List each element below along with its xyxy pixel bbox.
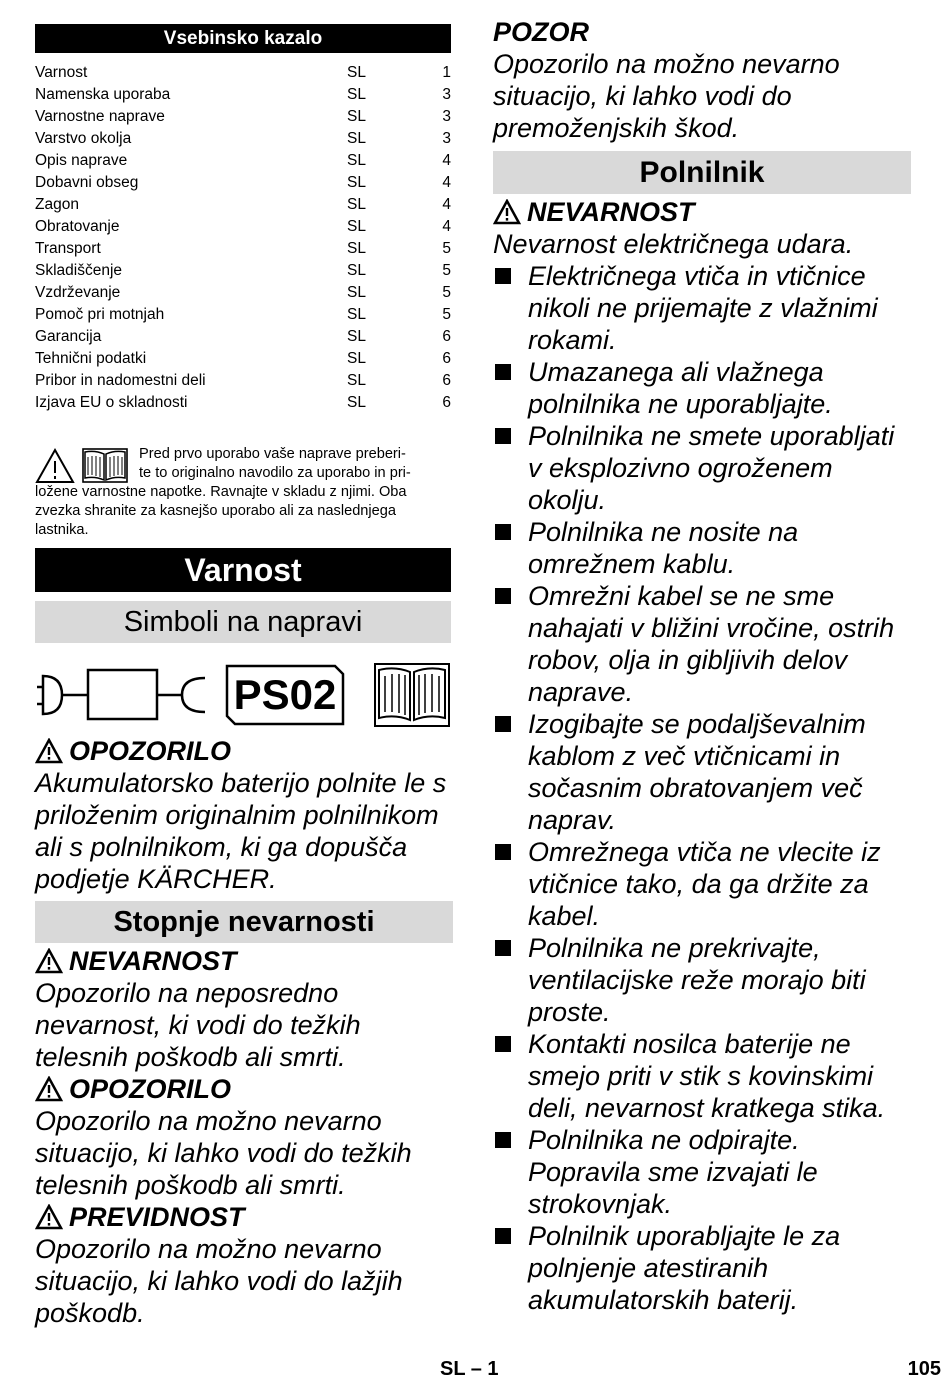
list-item [493, 516, 911, 580]
toc-entry-page: 3 [442, 86, 451, 103]
list-item [493, 932, 911, 1028]
warning-block-battery [35, 735, 453, 895]
bullet-square-icon [495, 716, 511, 732]
list-item [493, 420, 911, 516]
list-item-text: Polnilnik uporabljajte le za polnjenje atestiranih akumulatorskih baterij. [528, 1221, 841, 1315]
bullet-square-icon [495, 364, 511, 380]
toc-row [35, 348, 451, 370]
toc-row [35, 128, 451, 150]
bullet-square-icon [495, 1132, 511, 1148]
warning-triangle-icon [35, 1076, 63, 1102]
toc-entry-page: 6 [442, 372, 451, 389]
toc-entry-title: Pomoč pri motnjah [35, 306, 165, 323]
preface-text: ložene varnostne napotke. Ravnajte v skladu z njimi. Oba zvezka shranite za kasnejšo uporabo ali za naslednjega lastnika. [35, 484, 407, 538]
toc-entry-lang: SL [347, 86, 366, 103]
toc-entry-title: Opis naprave [35, 152, 128, 169]
ps02-badge [225, 664, 345, 726]
bullet-square-icon [495, 524, 511, 540]
bullet-square-icon [495, 940, 511, 956]
warning-heading: OPOZORILO [35, 1073, 453, 1105]
toc-entry-page: 5 [442, 284, 451, 301]
toc-entry-page: 1 [442, 64, 451, 81]
read-manual-icon [35, 447, 129, 485]
bullet-square-icon [495, 1036, 511, 1052]
toc-entry-page: 4 [442, 196, 451, 213]
list-item-text: Polnilnika ne prekrivajte, ventilacijske reže morajo biti proste. [528, 933, 866, 1027]
list-item-text: Umazanega ali vlažnega polnilnika ne uporabljajte. [528, 357, 833, 419]
toc-entry-page: 4 [442, 174, 451, 191]
list-item [493, 580, 911, 708]
toc-entry-title: Skladiščenje [35, 262, 123, 279]
toc-entry-lang: SL [347, 152, 366, 169]
toc-row [35, 304, 451, 326]
warning-triangle-icon [35, 1204, 63, 1230]
toc-entry-title: Vzdrževanje [35, 284, 121, 301]
toc-entry-title: Varnostne naprave [35, 108, 165, 125]
toc-entry-lang: SL [347, 240, 366, 257]
toc-entry-page: 5 [442, 240, 451, 257]
toc-row [35, 370, 451, 392]
charger-danger-text: Nevarnost električnega udara. [493, 229, 854, 259]
bullet-square-icon [495, 588, 511, 604]
warning-triangle-icon [35, 738, 63, 764]
bullet-square-icon [495, 268, 511, 284]
warning-triangle-icon [35, 948, 63, 974]
toc-entry-page: 5 [442, 306, 451, 323]
charger-danger-block [493, 196, 911, 1316]
toc-entry-title: Transport [35, 240, 101, 257]
heading-varnost: Varnost [35, 548, 451, 592]
toc-row [35, 172, 451, 194]
toc-row [35, 84, 451, 106]
toc-entry-lang: SL [347, 218, 366, 235]
toc-entry-page: 6 [442, 394, 451, 411]
manual-book-icon [373, 662, 451, 728]
danger-heading: NEVARNOST [493, 196, 911, 228]
toc-row [35, 150, 451, 172]
toc-entry-page: 4 [442, 152, 451, 169]
heading-danger-levels: Stopnje nevarnosti [35, 901, 453, 943]
toc-entry-lang: SL [347, 372, 366, 389]
bullet-square-icon [495, 844, 511, 860]
toc-entry-lang: SL [347, 174, 366, 191]
toc-entry-lang: SL [347, 64, 366, 81]
list-item [493, 1028, 911, 1124]
footer-section: SL – 1 [440, 1358, 499, 1380]
toc-row [35, 392, 451, 414]
warning-level-text: Opozorilo na možno nevarno situacijo, ki lahko vodi do težkih telesnih poškodb ali smrti. [35, 1106, 412, 1200]
list-item [493, 1220, 911, 1316]
toc-row [35, 260, 451, 282]
toc-entry-page: 3 [442, 108, 451, 125]
toc-entry-lang: SL [347, 130, 366, 147]
device-symbols [35, 660, 453, 730]
toc-row [35, 194, 451, 216]
toc-entry-lang: SL [347, 108, 366, 125]
toc-entry-title: Garancija [35, 328, 102, 345]
list-item-text: Omrežnega vtiča ne vlecite iz vtičnice tako, da ga držite za kabel. [528, 837, 881, 931]
list-item-text: Omrežni kabel se ne sme nahajati v bližini vročine, ostrih robov, olja in gibljivih delov naprave. [528, 581, 895, 707]
toc-row [35, 326, 451, 348]
toc-entry-title: Izjava EU o skladnosti [35, 394, 188, 411]
list-item [493, 260, 911, 356]
toc-entry-page: 6 [442, 328, 451, 345]
toc-entry-lang: SL [347, 306, 366, 323]
heading-charger: Polnilnik [493, 151, 911, 194]
toc-entry-title: Zagon [35, 196, 79, 213]
toc-row [35, 238, 451, 260]
toc-entry-page: 3 [442, 130, 451, 147]
warning-text: Akumulatorsko baterijo polnite le s priloženim originalnim polnilnikom ali s polnilnikom, ki ga dopušča podjetje KÄRCHER. [35, 768, 447, 894]
list-item-text: Polnilnika ne odpirajte. Popravila sme izvajati le strokovnjak. [528, 1125, 818, 1219]
notice-heading: POZOR [493, 17, 590, 47]
toc-entry-lang: SL [347, 196, 366, 213]
list-item [493, 1124, 911, 1220]
warning-triangle-icon [493, 199, 521, 225]
toc-entry-lang: SL [347, 284, 366, 301]
toc-entry-title: Dobavni obseg [35, 174, 139, 191]
heading-symbols: Simboli na napravi [35, 601, 451, 643]
list-item-text: Kontakti nosilca baterije ne smejo priti v stik s kovinskimi deli, nevarnost kratkega stika. [528, 1029, 886, 1123]
list-item-text: Električnega vtiča in vtičnice nikoli ne prijemajte z vlažnimi rokami. [528, 261, 878, 355]
preface-line-b: te to originalno navodilo za uporabo in pri- [139, 465, 411, 481]
list-item [493, 356, 911, 420]
list-item-text: Polnilnika ne nosite na omrežnem kablu. [528, 517, 799, 579]
toc-entry-page: 4 [442, 218, 451, 235]
toc-entry-title: Varstvo okolja [35, 130, 132, 147]
toc-row [35, 62, 451, 84]
danger-heading: NEVARNOST [35, 945, 453, 977]
warning-heading: OPOZORILO [35, 735, 453, 767]
toc-entry-title: Obratovanje [35, 218, 120, 235]
bullet-square-icon [495, 1228, 511, 1244]
ps02-label: PS02 [233, 671, 337, 718]
danger-text: Opozorilo na neposredno nevarnost, ki vodi do težkih telesnih poškodb ali smrti. [35, 978, 361, 1072]
toc-entry-title: Tehnični podatki [35, 350, 147, 367]
toc-entry-lang: SL [347, 394, 366, 411]
notice-text: Opozorilo na možno nevarno situacijo, ki lahko vodi do premoženjskih škod. [493, 49, 840, 143]
toc-entry-title: Namenska uporaba [35, 86, 171, 103]
toc-entry-page: 6 [442, 350, 451, 367]
preface [35, 445, 453, 540]
notice-block [493, 16, 911, 144]
danger-levels [35, 945, 453, 1329]
page-number: 105 [907, 1358, 941, 1380]
toc-title: Vsebinsko kazalo [35, 24, 451, 53]
list-item-text: Polnilnika ne smete uporabljati v eksplozivno ogroženem okolju. [528, 421, 895, 515]
caution-text: Opozorilo na možno nevarno situacijo, ki lahko vodi do lažjih poškodb. [35, 1234, 403, 1328]
toc-row [35, 216, 451, 238]
bullet-square-icon [495, 428, 511, 444]
toc-entry-title: Pribor in nadomestni deli [35, 372, 206, 389]
list-item-text: Izogibajte se podaljševalnim kablom z več vtičnicami in sočasnim obratovanjem več naprav. [528, 709, 866, 835]
preface-line-a: Pred prvo uporabo vaše naprave preberi- [139, 446, 406, 462]
toc-row [35, 282, 451, 304]
list-item [493, 708, 911, 836]
toc-entry-title: Varnost [35, 64, 88, 81]
charger-safety-list [493, 260, 911, 1316]
toc-entry-lang: SL [347, 328, 366, 345]
toc-entry-lang: SL [347, 350, 366, 367]
toc-row [35, 106, 451, 128]
list-item [493, 836, 911, 932]
toc-entry-page: 5 [442, 262, 451, 279]
table-of-contents [35, 62, 451, 414]
caution-heading: PREVIDNOST [35, 1201, 453, 1233]
toc-entry-lang: SL [347, 262, 366, 279]
